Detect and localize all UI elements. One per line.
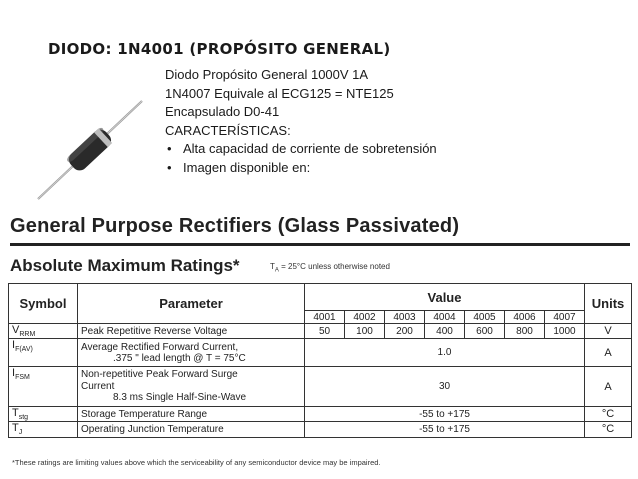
bullet-marker: • (167, 159, 172, 175)
symbol-letter: T (12, 422, 19, 435)
header-units: Units (585, 284, 632, 324)
table-row (9, 324, 632, 339)
symbol-cell (9, 367, 78, 407)
title-rule (10, 243, 630, 246)
symbol-letter: I (12, 339, 16, 352)
unit-cell: °C (585, 422, 632, 437)
ratings-table (8, 283, 632, 438)
bullet-text: Imagen disponible en: (183, 159, 311, 175)
bullet-item (165, 159, 437, 178)
part-number: 4006 (505, 311, 545, 324)
value-cell: 1000 (545, 324, 585, 339)
description-line: 1N4007 Equivale al ECG125 = NTE125 (165, 85, 394, 101)
bullet-text: Alta capacidad de corriente de sobretensión (183, 141, 437, 156)
value-cell: 400 (425, 324, 465, 339)
part-number: 4002 (345, 311, 385, 324)
bullet-item (165, 140, 437, 159)
symbol-subscript: RRM (19, 331, 36, 339)
description-line: Diodo Propósito General 1000V 1A (165, 67, 369, 82)
value-cell: -55 to +175 (305, 422, 585, 437)
value-cell: 30 (305, 367, 585, 407)
symbol-cell (9, 324, 78, 339)
parameter-cell (78, 367, 305, 407)
parameter-cell: Peak Repetitive Reverse Voltage (78, 324, 305, 339)
diode-description (165, 66, 437, 177)
table-row (9, 339, 632, 367)
parameter-cell: Storage Temperature Range (78, 407, 305, 422)
symbol-subscript: FSM (15, 374, 30, 382)
ratings-note: $T_A = 25^\circ C$ unless otherwise noted (270, 262, 390, 274)
bullet-marker: • (167, 141, 172, 156)
unit-cell: A (585, 339, 632, 367)
description-line: Encapsulado D0-41 (165, 104, 280, 119)
part-number: 4003 (385, 311, 425, 324)
symbol-subscript: J (18, 429, 23, 437)
header-symbol: Symbol (9, 284, 78, 324)
value-cell: 800 (505, 324, 545, 339)
unit-cell: °C (585, 407, 632, 422)
note-subscript: A (274, 267, 279, 274)
part-number: 4005 (465, 311, 505, 324)
datasheet-title: General Purpose Rectifiers (Glass Passivated) (10, 215, 460, 237)
part-number: 4007 (545, 311, 585, 324)
symbol-letter: V (12, 324, 20, 336)
parameter-line: Average Rectified Forward Current, (81, 341, 239, 353)
table-row (9, 407, 632, 422)
ratings-heading: Absolute Maximum Ratings* (10, 256, 240, 275)
symbol-cell (9, 339, 78, 367)
value-cell: -55 to +175 (305, 407, 585, 422)
symbol-subscript: stg (18, 414, 29, 422)
value-cell: 200 (385, 324, 425, 339)
parameter-line: Non-repetitive Peak Forward Surge (81, 369, 238, 381)
parameter-cell: Operating Junction Temperature (78, 422, 305, 437)
symbol-subscript: F(AV) (15, 346, 33, 354)
diode-image (30, 95, 150, 205)
value-cell: 1.0 (305, 339, 585, 367)
unit-cell: A (585, 367, 632, 407)
unit-cell: V (585, 324, 632, 339)
part-number: 4001 (305, 311, 345, 324)
value-cell: 50 (305, 324, 345, 339)
value-cell: 600 (465, 324, 505, 339)
table-row (9, 422, 632, 437)
parameter-line: 8.3 ms Single Half-Sine-Wave (113, 392, 247, 404)
header-parameter: Parameter (78, 284, 305, 324)
parameter-cell (78, 339, 305, 367)
header-value: Value (305, 284, 585, 311)
symbol-cell (9, 407, 78, 422)
slide-title: DIODO: 1N4001 (PROPÓSITO GENERAL) (48, 40, 391, 58)
symbol-cell (9, 422, 78, 437)
table-row (9, 367, 632, 407)
part-number: 4004 (425, 311, 465, 324)
parameter-line: .375 " lead length @ T = 75°C (113, 352, 246, 364)
symbol-letter: T (12, 407, 19, 420)
description-line: CARACTERÍSTICAS: (165, 122, 291, 138)
value-cell: 100 (345, 324, 385, 339)
footnote: *These ratings are limiting values above which the serviceability of any semiconductor device may be impaired. (12, 458, 381, 467)
note-text: = 25°C unless otherwise noted (278, 262, 390, 271)
symbol-letter: I (12, 367, 16, 380)
parameter-line: Current (81, 380, 115, 392)
